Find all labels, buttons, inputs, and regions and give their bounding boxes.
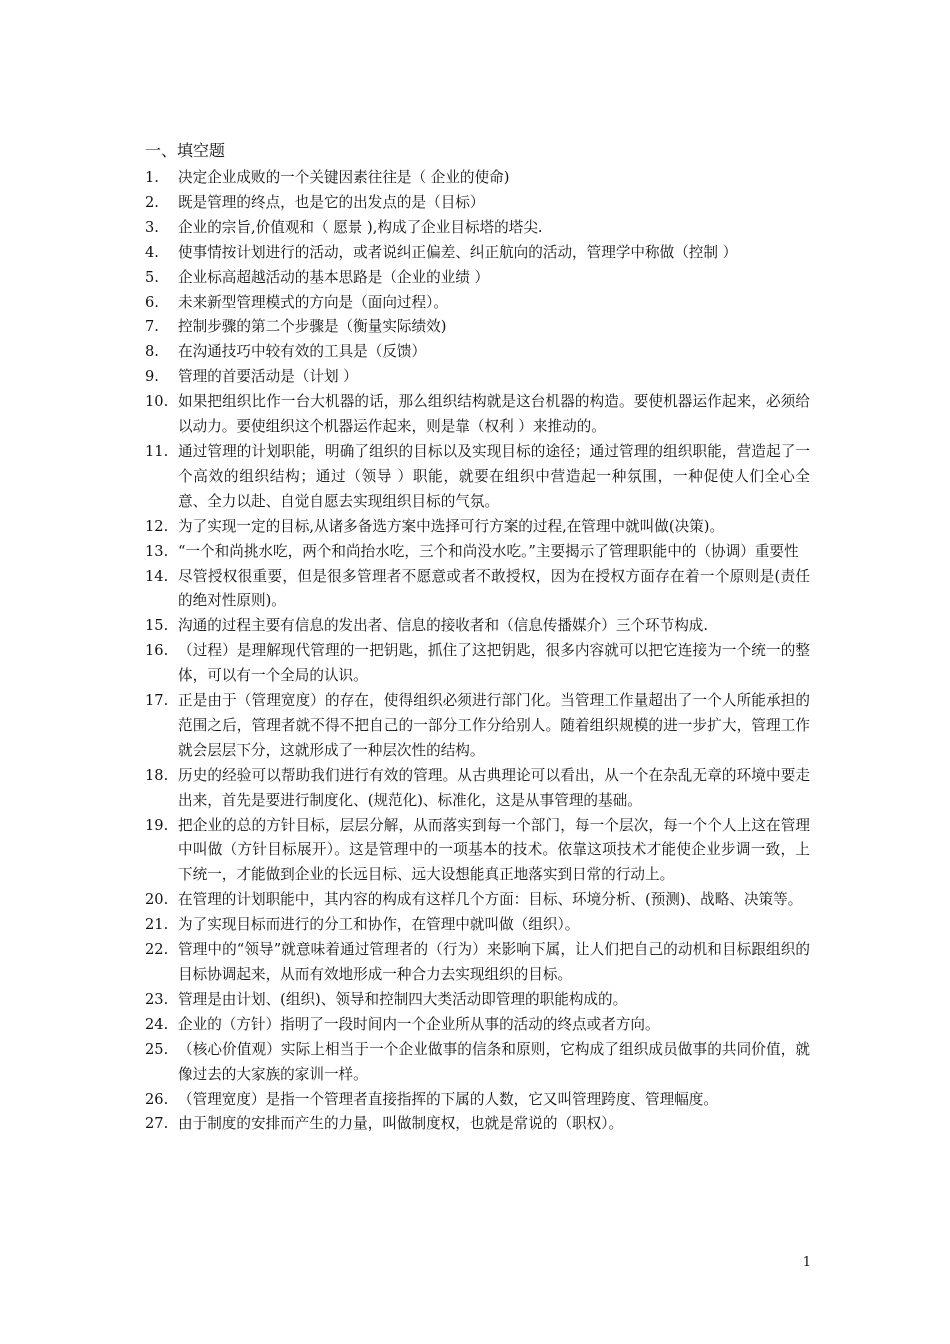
question-number: 2.	[145, 193, 159, 211]
question-text: 既是管理的终点，也是它的出发点的是（目标）	[178, 193, 485, 211]
question-item	[145, 540, 810, 565]
question-item	[145, 166, 810, 191]
question-text: 控制步骤的第二个步骤是（衡量实际绩效)	[178, 318, 447, 336]
section-title: 一、填空题	[145, 141, 226, 160]
question-item	[145, 938, 810, 988]
question-number: 5.	[145, 268, 159, 286]
question-number: 4.	[145, 243, 159, 261]
question-number: 13.	[145, 542, 169, 560]
question-item	[145, 1013, 810, 1038]
question-item	[145, 291, 810, 316]
question-text: 使事情按计划进行的活动，或者说纠正偏差、纠正航向的活动，管理学中称做（控制 ）	[178, 243, 738, 261]
question-item	[145, 241, 810, 266]
question-text: （核心价值观）实际上相当于一个企业做事的信条和原则，它构成了组织成员做事的共同价值，就像过去的大家族的家训一样。	[178, 1040, 810, 1083]
question-text: 如果把组织比作一台大机器的话，那么组织结构就是这台机器的构造。要使机器运作起来，必须给以动力。要使组织这个机器运作起来，则是靠（权利 ）来推动的。	[178, 393, 810, 436]
question-item	[145, 440, 810, 515]
question-text: 沟通的过程主要有信息的发出者、信息的接收者和（信息传播媒介）三个环节构成.	[178, 617, 709, 635]
question-number: 8.	[145, 343, 159, 361]
question-item	[145, 988, 810, 1013]
question-item	[145, 1038, 810, 1088]
question-item	[145, 365, 810, 390]
question-number: 22.	[145, 941, 169, 959]
question-number: 12.	[145, 517, 169, 535]
question-number: 23.	[145, 990, 169, 1008]
question-item	[145, 764, 810, 814]
question-item	[145, 515, 810, 540]
question-number: 18.	[145, 766, 169, 784]
question-text: 企业的宗旨,价值观和（ 愿景 ),构成了企业目标塔的塔尖.	[178, 218, 543, 236]
question-number: 10.	[145, 393, 169, 411]
question-text: （过程）是理解现代管理的一把钥匙，抓住了这把钥匙，很多内容就可以把它连接为一个统一的整体，可以有一个全局的认识。	[178, 642, 810, 685]
question-text: 在管理的计划职能中，其内容的构成有这样几个方面：目标、环境分析、(预测)、战略、决策等。	[178, 891, 803, 909]
question-item	[145, 390, 810, 440]
question-list	[145, 166, 810, 1137]
question-text: 通过管理的计划职能，明确了组织的目标以及实现目标的途径；通过管理的组织职能，营造起了一个高效的组织结构；通过（领导 ）职能，就要在组织中营造起一种氛围，一种促使人们全心全意、全力以赴、自觉自愿去实现组织目标的气氛。	[178, 442, 810, 510]
question-text: （管理宽度）是指一个管理者直接指挥的下属的人数，它又叫管理跨度、管理幅度。	[178, 1090, 718, 1108]
question-text: 决定企业成败的一个关键因素往往是（ 企业的使命)	[178, 169, 510, 186]
question-text: 管理中的“领导”就意味着通过管理者的（行为）来影响下属，让人们把自己的动机和目标跟组织的目标协调起来，从而有效地形成一种合力去实现组织的目标。	[178, 941, 810, 983]
question-number: 25.	[145, 1040, 169, 1058]
question-item	[145, 913, 810, 938]
question-item	[145, 814, 810, 889]
question-text: 由于制度的安排而产生的力量，叫做制度权，也就是常说的（职权）。	[178, 1115, 624, 1133]
question-item	[145, 315, 810, 340]
question-item	[145, 888, 810, 913]
question-text: 历史的经验可以帮助我们进行有效的管理。从古典理论可以看出，从一个在杂乱无章的环境中要走出来，首先是要进行制度化、(规范化)、标准化，这是从事管理的基础。	[178, 766, 810, 809]
question-number: 3.	[145, 218, 159, 236]
question-number: 17.	[145, 692, 169, 710]
question-text: 企业标高超越活动的基本思路是（企业的业绩 ）	[178, 268, 490, 286]
question-number: 14.	[145, 567, 169, 585]
question-text: 管理的首要活动是（计划 ）	[178, 368, 358, 386]
question-item	[145, 689, 810, 764]
question-number: 11.	[145, 442, 169, 460]
question-number: 9.	[145, 368, 159, 386]
question-number: 1.	[145, 169, 159, 186]
question-number: 21.	[145, 916, 169, 934]
question-text: 未来新型管理模式的方向是（面向过程）。	[178, 293, 448, 311]
question-item	[145, 216, 810, 241]
question-number: 15.	[145, 617, 169, 635]
question-item	[145, 1088, 810, 1113]
question-text: 企业的（方针）指明了一段时间内一个企业所从事的活动的终点或者方向。	[178, 1015, 660, 1033]
question-item	[145, 565, 810, 615]
question-number: 20.	[145, 891, 169, 909]
question-item	[145, 191, 810, 216]
question-number: 26.	[145, 1090, 169, 1108]
question-text: 尽管授权很重要，但是很多管理者不愿意或者不敢授权，因为在授权方面存在着一个原则是(责任的绝对性原则)。	[178, 567, 810, 610]
question-text: 管理是由计划、(组织)、领导和控制四大类活动即管理的职能构成的。	[178, 990, 628, 1008]
question-number: 16.	[145, 642, 169, 660]
question-text: 把企业的总的方针目标，层层分解，从而落实到每一个部门，每一个层次，每一个个人上这在管理中叫做（方针目标展开）。这是管理中的一项基本的技术。依靠这项技术才能使企业步调一致，上下统一，才能做到企业的长远目标、远大设想能真正地落实到日常的行动上。	[178, 816, 810, 884]
question-number: 24.	[145, 1015, 169, 1033]
question-text: 在沟通技巧中较有效的工具是（反馈）	[178, 343, 427, 361]
question-item	[145, 340, 810, 365]
page-number: 1	[802, 1255, 811, 1270]
question-item	[145, 614, 810, 639]
question-text: 正是由于（管理宽度）的存在，使得组织必须进行部门化。当管理工作量超出了一个人所能承担的范围之后，管理者就不得不把自己的一部分工作分给别人。随着组织规模的进一步扩大，管理工作就会层层下分，这就形成了一种层次性的结构。	[178, 692, 810, 759]
question-number: 27.	[145, 1115, 169, 1133]
question-text: 为了实现目标而进行的分工和协作，在管理中就叫做（组织）。	[178, 916, 580, 934]
question-text: 为了实现一定的目标,从诸多备选方案中选择可行方案的过程,在管理中就叫做(决策)。	[178, 517, 725, 535]
question-text: “一个和尚挑水吃，两个和尚抬水吃，三个和尚没水吃。”主要揭示了管理职能中的（协调）重要性	[178, 542, 799, 560]
question-number: 7.	[145, 318, 159, 336]
question-item	[145, 266, 810, 291]
question-number: 19.	[145, 816, 169, 834]
question-number: 6.	[145, 293, 159, 311]
question-item	[145, 639, 810, 689]
question-item	[145, 1112, 810, 1137]
